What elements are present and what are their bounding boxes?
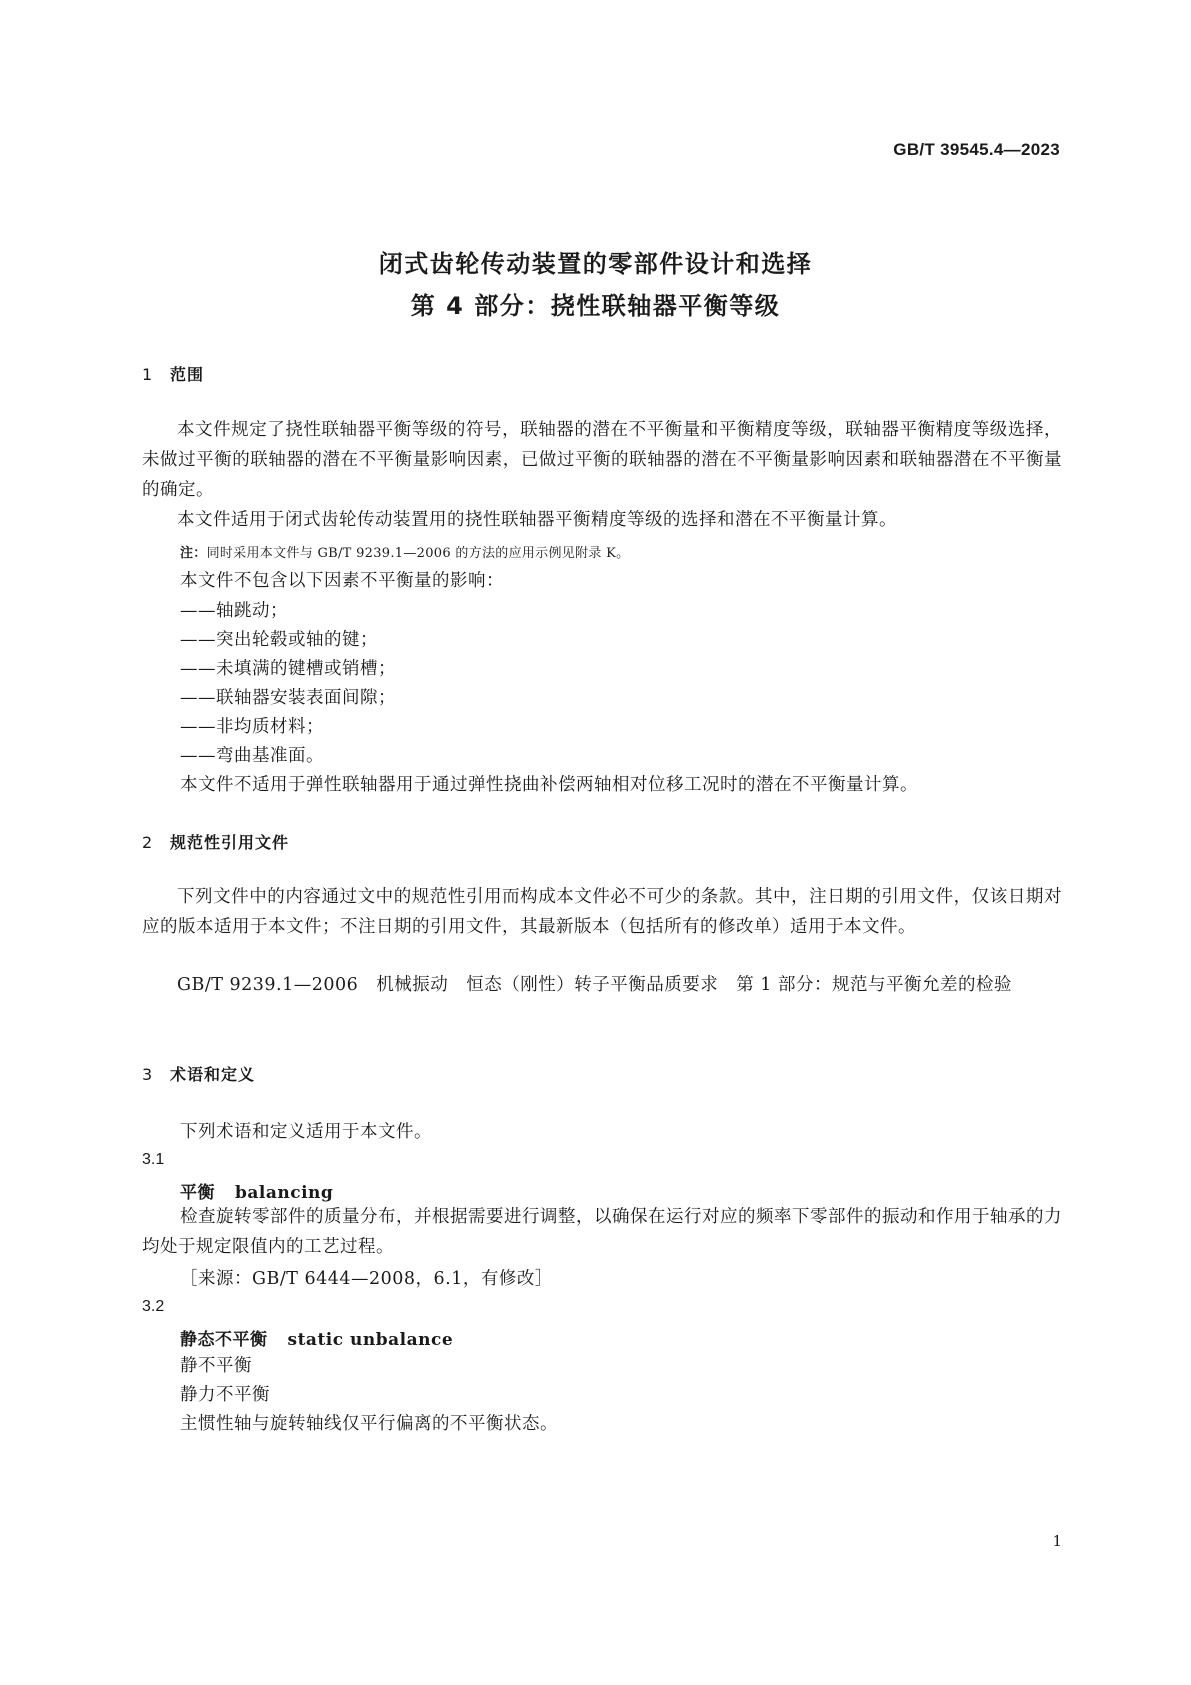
list-item: ——非均质材料； [180, 717, 324, 737]
page-number: 1 [1052, 1532, 1062, 1550]
list-item: ——联轴器安装表面间隙； [180, 688, 396, 708]
list-item: ——突出轮毂或轴的键； [180, 630, 378, 650]
section-title: 范围 [170, 365, 205, 384]
section-title: 术语和定义 [170, 1065, 256, 1084]
term-number: 3.1 [142, 1151, 165, 1168]
section-title: 规范性引用文件 [170, 833, 290, 852]
list-item: ——未填满的键槽或销槽； [180, 659, 396, 679]
term-en: static unbalance [287, 1330, 454, 1350]
scope-paragraph-1: 本文件规定了挠性联轴器平衡等级的符号，联轴器的潜在不平衡量和平衡精度等级，联轴器平衡精度等级选择，未做过平衡的联轴器的潜在不平衡量影响因素，已做过平衡的联轴器的潜在不平衡量影响因素和联轴器潜在不平衡量的确定。 [142, 420, 1062, 500]
terms-intro: 下列术语和定义适用于本文件。 [180, 1122, 432, 1142]
section-3-heading [142, 1062, 255, 1085]
term-entry [180, 1325, 453, 1350]
term-definition: 主惯性轴与旋转轴线仅平行偏离的不平衡状态。 [180, 1414, 558, 1434]
section-number: 2 [142, 833, 154, 852]
term-synonym: 静不平衡 [180, 1356, 252, 1376]
document-title-line2: 第 4 部分：挠性联轴器平衡等级 [410, 292, 781, 320]
note-text: 同时采用本文件与 GB/T 9239.1—2006 的方法的应用示例见附录 K。 [206, 546, 630, 561]
document-title-line1: 闭式齿轮传动装置的零部件设计和选择 [378, 250, 813, 278]
term-zh: 静态不平衡 [180, 1330, 268, 1350]
list-item: ——弯曲基准面。 [180, 746, 324, 766]
scope-paragraph-2: 本文件适用于闭式齿轮传动装置用的挠性联轴器平衡精度等级的选择和潜在不平衡量计算。 [177, 510, 897, 530]
section-number: 1 [142, 365, 154, 384]
term-synonym: 静力不平衡 [180, 1385, 270, 1405]
scope-paragraph-4: 本文件不适用于弹性联轴器用于通过弹性挠曲补偿两轴相对位移工况时的潜在不平衡量计算。 [180, 775, 918, 795]
term-en: balancing [235, 1183, 334, 1203]
note-label: 注： [180, 546, 207, 561]
section-2-heading [142, 830, 289, 853]
normative-references-paragraph: 下列文件中的内容通过文中的规范性引用而构成本文件必不可少的条款。其中，注日期的引用文件，仅该日期对应的版本适用于本文件；不注日期的引用文件，其最新版本（包括所有的修改单）适用于本文件。 [142, 887, 1062, 937]
section-1-heading [142, 362, 204, 385]
term-definition: 检查旋转零部件的质量分布，并根据需要进行调整，以确保在运行对应的频率下零部件的振动和作用于轴承的力均处于规定限值内的工艺过程。 [142, 1207, 1062, 1257]
term-zh: 平衡 [180, 1183, 215, 1203]
scope-paragraph-3: 本文件不包含以下因素不平衡量的影响： [180, 571, 504, 591]
scope-note [180, 542, 629, 561]
normative-reference-entry: GB/T 9239.1—2006 机械振动 恒态（刚性）转子平衡品质要求 第 1 部分：规范与平衡允差的检验 [177, 975, 1012, 995]
term-source: ［来源：GB/T 6444—2008，6.1，有修改］ [180, 1269, 553, 1289]
list-item: ——轴跳动； [180, 601, 288, 621]
section-number: 3 [142, 1065, 154, 1084]
term-number: 3.2 [142, 1298, 165, 1315]
term-entry [180, 1178, 333, 1203]
standard-code: GB/T 39545.4—2023 [893, 140, 1060, 159]
